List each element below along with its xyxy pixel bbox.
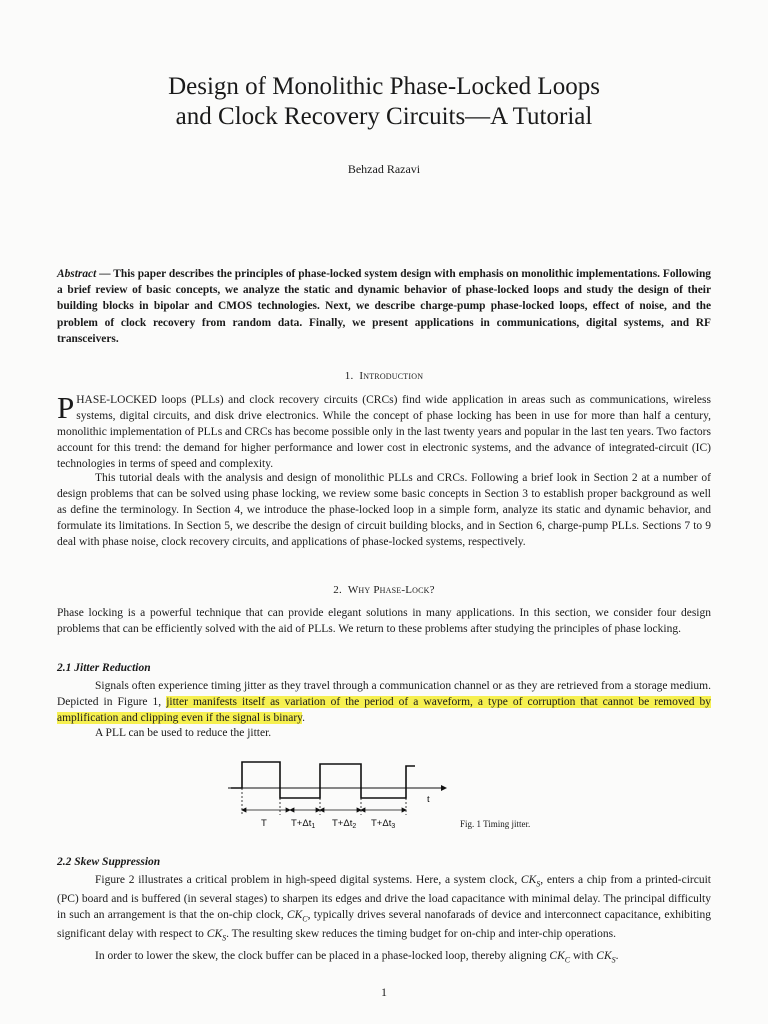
interval-arrows xyxy=(242,808,406,812)
title-line-1: Design of Monolithic Phase-Locked Loops xyxy=(168,73,600,100)
ck-s-symbol: $CK_S$ xyxy=(596,950,616,965)
skew-paragraph-2: In order to lower the skew, the clock buffer can be placed in a phase-locked loop, thereby aligning $CK_C$ with $CK_S$. xyxy=(95,950,619,965)
intro-p1-text: HASE-LOCKED loops (PLLs) and clock recovery circuits (CRCs) find wide application in areas such as communications, wireless systems, digital circuits, and disk drive electronics. While the concept of phase locking has been in use for more than half a century, monolithic implementation of PLLs and CRCs has become possible only in the last twenty years and popular in the last ten years. Two factors account for this trend: the demand for higher performance and lower cost in electronic systems, and the advance of integrated-circuit (IC) technologies in terms of speed and complexity. xyxy=(57,394,711,470)
abstract xyxy=(57,266,711,347)
abstract-dash: — xyxy=(96,268,114,280)
section-title: Why Phase-Lock? xyxy=(347,584,435,596)
section-number: 1. xyxy=(344,370,354,382)
interval-label-2: $T+\Delta t_1$ xyxy=(291,818,316,830)
skew-paragraph-1: Figure 2 illustrates a critical problem in high-speed digital systems. Here, a system clock, $CK_S$, enters a chip from a printed-circuit (PC) board and is buffered (in several stages) to sharpen its edges and drive the load capacitance with minimal delay. The principal difficulty in such an arrangement is that the on-chip clock, $CK_C$, typically drives several nanofarads of device and interconnect capacitance, exhibiting significant delay with respect to $CK_S$. The resulting skew reduces the timing budget for on-chip and inter-chip operations. xyxy=(57,874,711,943)
section-heading-introduction xyxy=(0,370,768,382)
section-title: Introduction xyxy=(359,370,424,382)
section-heading-why-phase-lock xyxy=(0,584,768,596)
title-line-2: and Clock Recovery Circuits—A Tutorial xyxy=(175,103,593,130)
jitter-paragraph-2: A PLL can be used to reduce the jitter. xyxy=(95,727,272,739)
axis-arrowhead xyxy=(441,785,447,791)
why-paragraph-1: Phase locking is a powerful technique that can provide elegant solutions in many applications. In this section, we consider four design problems that can be efficiently solved with the aid of PLLs. We return to these problems after studying the principles of phase locking. xyxy=(57,607,711,635)
jitter-text-before: Signals often experience timing jitter as they travel through a communication channel or as they are retrieved from a storage medium. Depicted in Figure 1, xyxy=(57,680,711,708)
ck-s-symbol: $CK_S$ xyxy=(206,928,227,943)
highlighted-text: jitter manifests itself as variation of the period of a waveform, a type of corruption that cannot be removed by amplification and clipping even if the signal is binary xyxy=(57,695,712,724)
figure-caption: Fig. 1 Timing jitter. xyxy=(460,819,531,829)
timing-jitter-figure xyxy=(228,755,458,830)
ck-c-symbol: $CK_C$ xyxy=(549,950,571,965)
intro-paragraph-2: This tutorial deals with the analysis and design of monolithic PLLs and CRCs. Following a brief look in Section 2 at a number of design problems that can be solved using phase locking, we review some basic concepts in Section 3 to establish proper background as well as define the terminology. In Section 4, we introduce the phase-locked loop in a simple form, analyze its static and dynamic behavior, and formulate its limitations. In Section 5, we describe the design of circuit building blocks, and in Section 6, charge-pump PLLs. Sections 7 to 9 deal with phase noise, clock recovery circuits, and applications of phase-locked systems, respectively. xyxy=(57,472,711,548)
abstract-text: This paper describes the principles of phase-locked system design with emphasis on monolithic implementations. Following a brief review of basic concepts, we analyze the static and dynamic behavior of phase-locked loops and study the design of their building blocks in bipolar and CMOS technologies. Next, we describe charge-pump phase-locked loops, effect of noise, and the problem of clock recovery from random data. Finally, we present applications in communications, digital systems, and RF transceivers. xyxy=(57,268,712,345)
subsection-heading-skew: 2.2 Skew Suppression xyxy=(57,856,161,868)
axis-label-t: t xyxy=(427,794,430,805)
intro-paragraph-1 xyxy=(57,390,711,473)
subsection-heading-jitter: 2.1 Jitter Reduction xyxy=(57,662,151,674)
abstract-lead: Abstract xyxy=(57,268,97,280)
ck-c-symbol: $CK_C$ xyxy=(286,909,308,924)
interval-label-4: $T+\Delta t_3$ xyxy=(371,818,396,830)
jittery-waveform xyxy=(231,762,415,798)
ck-s-symbol: $CK_S$ xyxy=(520,874,541,889)
jitter-paragraph-1 xyxy=(57,679,711,727)
interval-label-3: $T+\Delta t_2$ xyxy=(332,818,357,830)
interval-label-1: T xyxy=(261,818,267,829)
paper-title xyxy=(0,72,768,132)
page-number: 1 xyxy=(381,985,387,999)
author-name: Behzad Razavi xyxy=(347,162,421,176)
drop-cap: P xyxy=(57,390,75,425)
jitter-text-after: . xyxy=(302,711,306,724)
section-number: 2. xyxy=(333,584,342,596)
